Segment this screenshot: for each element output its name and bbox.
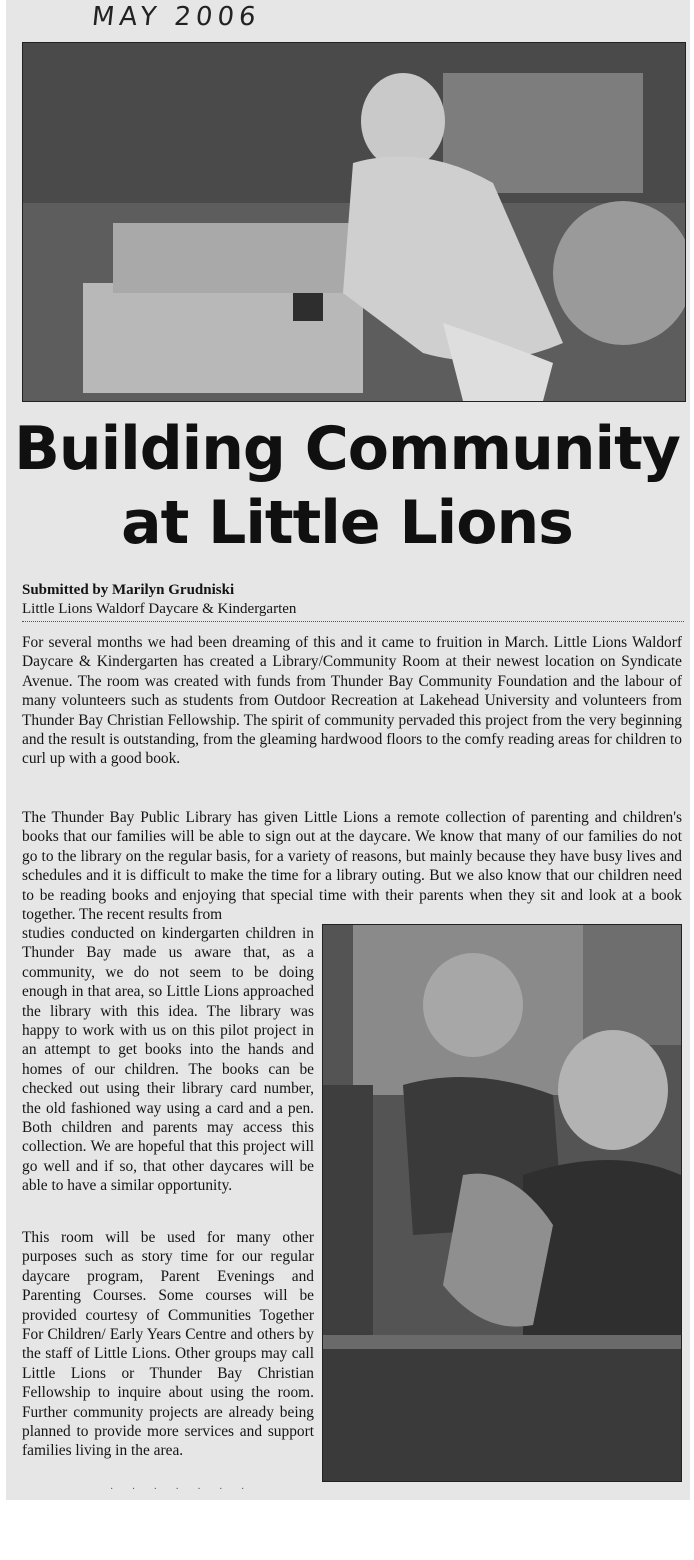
article-paragraph-3: This room will be used for many other purposes such as story time for our regular daycare program, Parent Evenings and Parenting Courses. Some courses will be provided courtesy of Communities Together For Children/ Early Years Centre and others by the staff of Little Lions. Other groups may call Little Lions or Thunder Bay Christian Fellowship to inquire about using the room. Further community projects are already being planned to provide more services and support families living in the area. (22, 1229, 314, 1460)
article-paragraph-2: The Thunder Bay Public Library has given Little Lions a remote collection of parenting and children's books that our families will be able to sign out at the daycare. We know that many of our families do not go to the library on the regular basis, for a variety of reasons, but mainly because they have busy lives and schedules and it is difficult to make the time for a library outing. But we also know that our children need to be reading books and enjoying that special time with their parents when they sit and look at a book together. The recent results from (22, 809, 682, 924)
section-divider (22, 621, 684, 622)
handwritten-date-note: MAY 2006 (90, 2, 263, 32)
byline-author: Submitted by Marilyn Grudniski (22, 582, 235, 598)
byline-organization: Little Lions Waldorf Daycare & Kindergarten (22, 601, 297, 617)
print-specks: · · · · · · · (110, 1484, 253, 1495)
photo-toddler-climbing (22, 42, 686, 402)
photo-children-reading (322, 924, 682, 1482)
article-paragraph-1: For several months we had been dreaming of this and it came to fruition in March. Little Lions Waldorf Daycare & Kindergarten has created a Library/Community Room at their newest location on Syndicate Avenue. The room was created with funds from Thunder Bay Community Foundation and the labour of many volunteers such as students from Outdoor Recreation at Lakehead University and volunteers from Thunder Bay Christian Fellowship. The spirit of community pervaded this project from the very beginning and the result is outstanding, from the gleaming hardwood floors to the comfy reading areas for children to curl up with a good book. (22, 634, 682, 768)
headline-line-2: at Little Lions (121, 488, 573, 558)
article-paragraph-2-continued: studies conducted on kindergarten children in Thunder Bay made us aware that, as a community, we do not seem to be doing enough in that area, so Little Lions approached the library with this idea. The library was happy to work with us on this pilot project in an attempt to get books into the hands and homes of our children. The books can be checked out using their library card number, the old fashioned way using a card and a pen. Both children and parents may access this collection. We are hopeful that this project will go well and if so, that other daycares will be able to have a similar opportunity. (22, 925, 314, 1195)
headline (0, 412, 694, 560)
byline (22, 581, 684, 619)
headline-line-1: Building Community (14, 414, 680, 484)
